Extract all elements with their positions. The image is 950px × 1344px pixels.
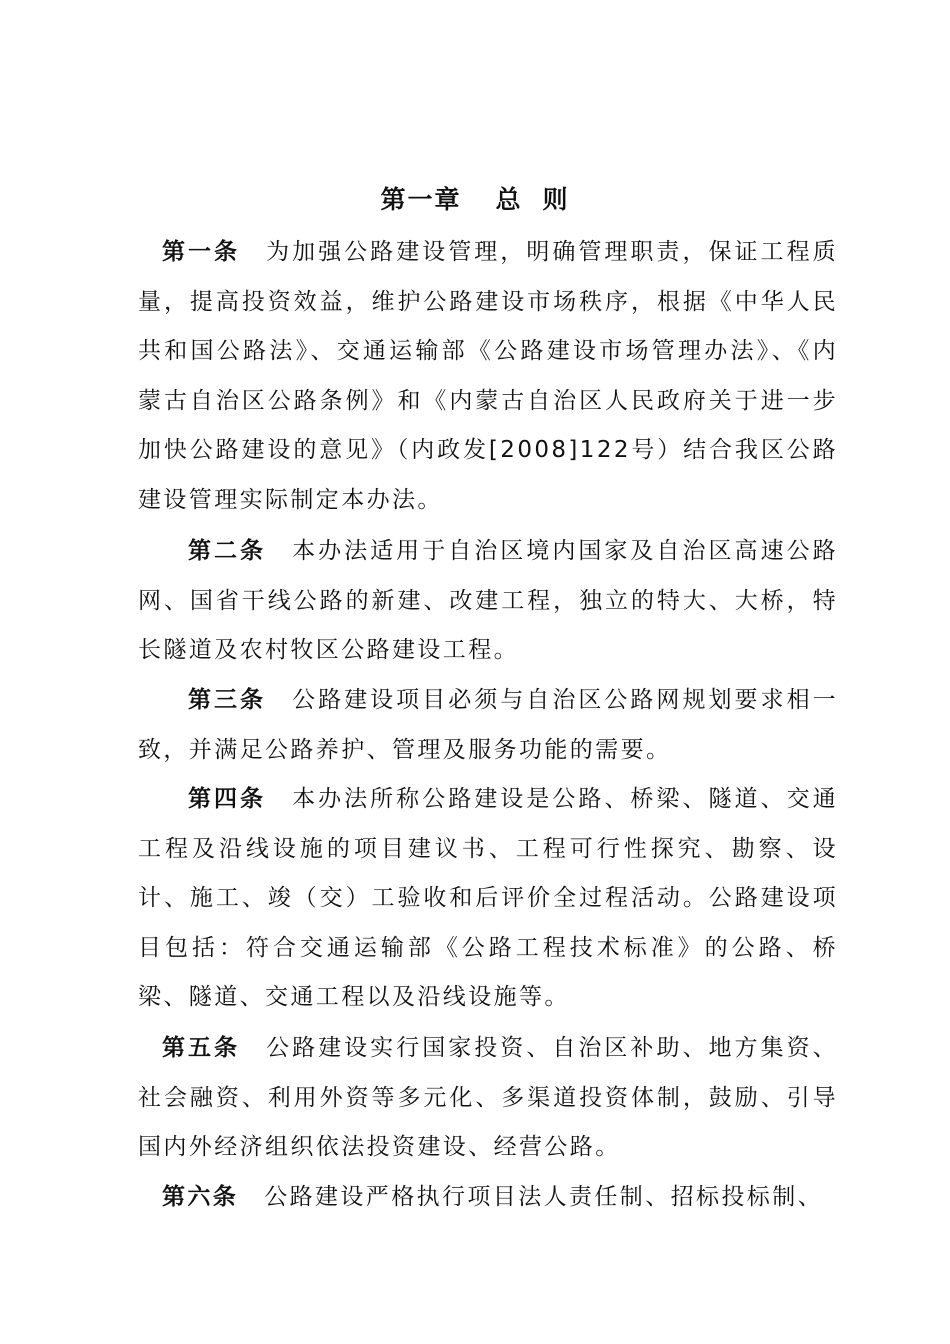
article-text: 公路建设项目必须与自治区公路网规划要求相一致，并满足公路养护、管理及服务功能的需要。 [138,687,838,763]
article-label: 第四条 [188,786,267,812]
article-text: 本办法适用于自治区境内国家及自治区高速公路网、国省干线公路的新建、改建工程，独立的特大、大桥，特长隧道及农村牧区公路建设工程。 [138,538,838,664]
chapter-title-part1: 总 [495,185,523,214]
article-text: 本办法所称公路建设是公路、桥梁、隧道、交通工程及沿线设施的项目建议书、工程可行性探究、勘察、设计、施工、竣（交）工验收和后评价全过程活动。公路建设项目包括：符合交通运输部《公路工程技术标准》的公路、桥梁、隧道、交通工程以及沿线设施等。 [138,786,838,1011]
article-label: 第三条 [188,687,267,713]
article-5 [138,1024,838,1173]
article-text: 公路建设实行国家投资、自治区补助、地方集资、社会融资、利用外资等多元化、多渠道投资体制，鼓励、引导国内外经济组织依法投资建设、经营公路。 [138,1035,838,1161]
article-text: 公路建设严格执行项目法人责任制、招标投标制、 [264,1184,824,1210]
article-6 [138,1173,838,1223]
article-1 [138,228,838,526]
article-label: 第二条 [188,538,267,564]
article-2 [138,527,838,676]
article-label: 第五条 [162,1035,241,1061]
article-4 [138,775,838,1023]
article-3 [138,676,838,775]
chapter-number: 第一章 [380,185,462,214]
article-label: 第一条 [162,239,241,265]
article-label: 第六条 [162,1184,239,1210]
article-text: 为加强公路建设管理，明确管理职责，保证工程质量，提高投资效益，维护公路建设市场秩序，根据《中华人民共和国公路法》、交通运输部《公路建设市场管理办法》、《内蒙古自治区公路条例》和《内蒙古自治区人民政府关于进一步加快公路建设的意见》（内政发[2008]122号）结合我区公路建设管理实际制定本办法。 [138,239,838,513]
chapter-title-part2: 则 [542,185,570,214]
chapter-heading [0,180,950,220]
